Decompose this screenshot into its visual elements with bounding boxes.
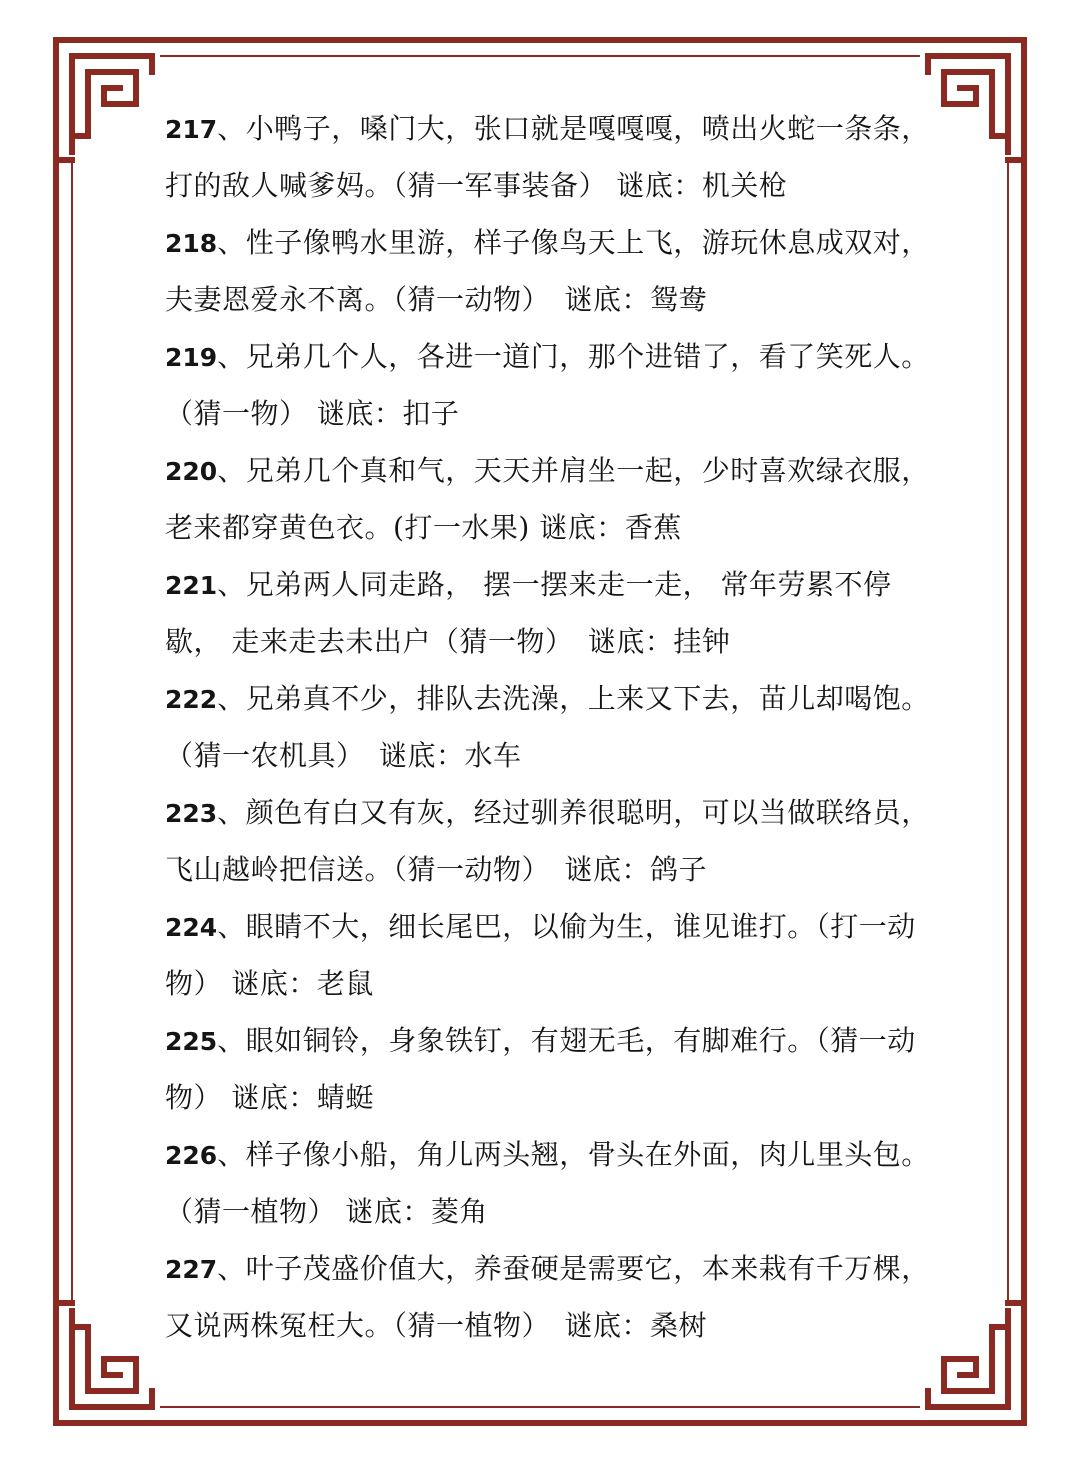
riddle-line	[165, 214, 935, 271]
riddle-227	[165, 1240, 935, 1354]
riddle-217	[165, 100, 935, 214]
riddle-line	[165, 100, 935, 157]
riddle-number: 223	[165, 799, 218, 828]
riddle-number: 227	[165, 1255, 218, 1284]
riddle-line: 夫妻恩爱永不离。（猜一动物） 谜底：鸳鸯	[165, 283, 708, 316]
riddle-number: 220	[165, 457, 218, 486]
riddle-text: 、性子像鸭水里游，样子像鸟天上飞，游玩休息成双对，	[217, 226, 930, 259]
riddle-219	[165, 328, 935, 442]
riddle-text: 、兄弟几个人，各进一道门，那个进错了，看了笑死人。	[217, 340, 930, 373]
riddle-text: 、眼如铜铃，身象铁钉，有翅无毛，有脚难行。（猜一动	[217, 1024, 916, 1057]
riddle-text: 、颜色有白又有灰，经过驯养很聪明，可以当做联络员，	[217, 796, 930, 829]
riddle-number: 218	[165, 229, 218, 258]
riddle-text: 、兄弟两人同走路， 摆一摆来走一走， 常年劳累不停	[217, 568, 892, 601]
riddle-line: 歇， 走来走去未出户（猜一物） 谜底：挂钟	[165, 625, 731, 658]
riddle-text: 、小鸭子，嗓门大，张口就是嘎嘎嘎，喷出火蛇一条条，	[217, 112, 930, 145]
riddle-text: 、样子像小船，角儿两头翘，骨头在外面，肉儿里头包。	[217, 1138, 930, 1171]
riddle-line: （猜一农机具） 谜底：水车	[165, 739, 522, 772]
riddle-225	[165, 1012, 935, 1126]
riddle-220	[165, 442, 935, 556]
riddle-number: 219	[165, 343, 218, 372]
riddle-line	[165, 1012, 935, 1069]
riddle-221	[165, 556, 935, 670]
riddle-218	[165, 214, 935, 328]
riddle-line: （猜一物） 谜底：扣子	[165, 397, 460, 430]
riddle-line: 又说两株冤枉大。（猜一植物） 谜底：桑树	[165, 1309, 708, 1342]
corner-ornament-bottom-right	[920, 1303, 1024, 1423]
riddle-line: 物） 谜底：蜻蜓	[165, 1081, 374, 1114]
riddle-text: 、眼睛不大，细长尾巴，以偷为生，谁见谁打。（打一动	[217, 910, 916, 943]
riddle-line	[165, 898, 935, 955]
riddle-line	[165, 1126, 935, 1183]
corner-ornament-top-right	[920, 40, 1024, 160]
corner-ornament-bottom-left	[56, 1303, 160, 1423]
riddle-line	[165, 328, 935, 385]
riddle-line	[165, 442, 935, 499]
riddle-number: 221	[165, 571, 218, 600]
riddle-line: 飞山越岭把信送。（猜一动物） 谜底：鸽子	[165, 853, 708, 886]
riddle-line: 物） 谜底：老鼠	[165, 967, 374, 1000]
riddle-number: 222	[165, 685, 218, 714]
riddle-text: 、叶子茂盛价值大，养蚕硬是需要它，本来栽有千万棵，	[217, 1252, 930, 1285]
riddle-line: 老来都穿黄色衣。(打一水果) 谜底：香蕉	[165, 511, 682, 544]
riddle-text: 、兄弟真不少，排队去洗澡，上来又下去，苗儿却喝饱。	[217, 682, 930, 715]
riddle-line	[165, 670, 935, 727]
riddle-224	[165, 898, 935, 1012]
riddle-line	[165, 556, 935, 613]
riddle-line	[165, 784, 935, 841]
riddle-number: 226	[165, 1141, 218, 1170]
riddle-number: 224	[165, 913, 218, 942]
riddle-226	[165, 1126, 935, 1240]
corner-ornament-top-left	[56, 40, 160, 160]
riddle-number: 217	[165, 115, 218, 144]
riddle-text: 、兄弟几个真和气，天天并肩坐一起，少时喜欢绿衣服，	[217, 454, 930, 487]
riddle-number: 225	[165, 1027, 218, 1056]
riddle-list	[165, 100, 935, 1354]
riddle-line: （猜一植物） 谜底：菱角	[165, 1195, 488, 1228]
riddle-line: 打的敌人喊爹妈。（猜一军事装备） 谜底：机关枪	[165, 169, 788, 202]
riddle-line	[165, 1240, 935, 1297]
riddle-222	[165, 670, 935, 784]
riddle-223	[165, 784, 935, 898]
